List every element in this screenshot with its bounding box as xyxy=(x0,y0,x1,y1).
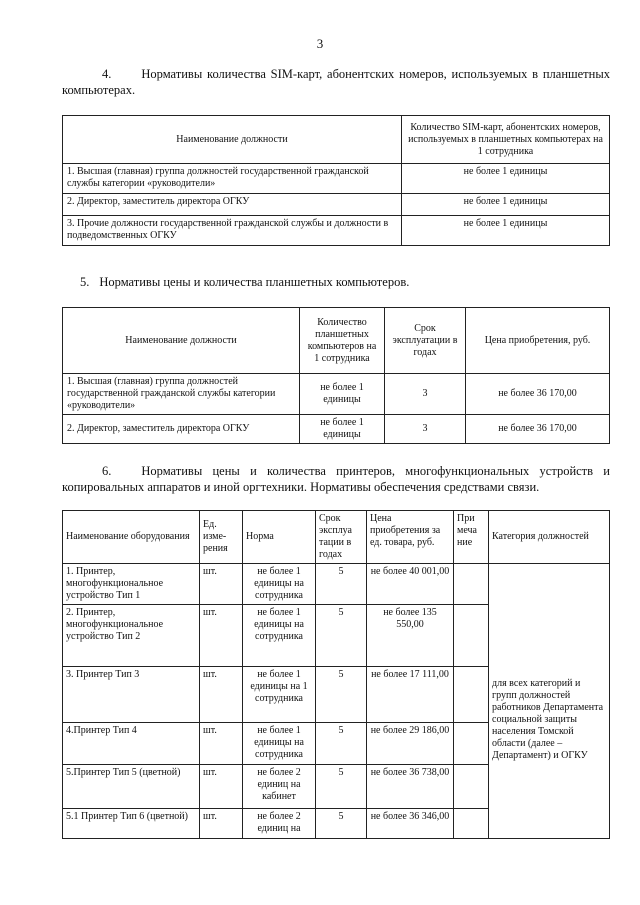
cell-position: 2. Директор, заместитель директора ОГКУ xyxy=(63,415,300,444)
cell-note xyxy=(454,667,489,723)
cell-term: 3 xyxy=(385,415,466,444)
cell-equipment: 2. Принтер, многофункциональное устройство Тип 2 xyxy=(63,605,200,667)
section6-number: 6. xyxy=(102,464,112,478)
header-unit: Ед. изме-рения xyxy=(200,511,243,564)
printers-table xyxy=(62,510,610,839)
header-term: Срок эксплуа тации в годах xyxy=(316,511,367,564)
table-row xyxy=(63,216,610,246)
page-number: 3 xyxy=(316,36,324,51)
cell-norm: не более 2 единиц на кабинет xyxy=(243,765,316,809)
cell-note xyxy=(454,809,489,839)
cell-count: не более 1 единицы xyxy=(300,415,385,444)
cell-count: не более 1 единицы xyxy=(402,194,610,216)
cell-unit: шт. xyxy=(200,723,243,765)
header-position: Наименование должности xyxy=(63,116,402,164)
section5-title: Нормативы цены и количества планшетных компьютеров. xyxy=(99,275,410,289)
section5-number: 5. xyxy=(80,275,90,289)
header-position: Наименование должности xyxy=(63,308,300,374)
table-row xyxy=(63,374,610,415)
header-count: Количество SIM-карт, абонентских номеров, используемых в планшетных компьютерах на 1 сотрудника xyxy=(402,116,610,164)
cell-term: 5 xyxy=(316,605,367,667)
cell-note xyxy=(454,765,489,809)
cell-term: 5 xyxy=(316,564,367,605)
cell-price: не более 29 186,00 xyxy=(367,723,454,765)
cell-price: не более 36 738,00 xyxy=(367,765,454,809)
cell-term: 5 xyxy=(316,809,367,839)
cell-norm: не более 1 единицы на сотрудника xyxy=(243,564,316,605)
cell-term: 5 xyxy=(316,667,367,723)
header-count: Количество планшетных компьютеров на 1 сотрудника xyxy=(300,308,385,374)
cell-equipment: 5.Принтер Тип 5 (цветной) xyxy=(63,765,200,809)
cell-equipment: 5.1 Принтер Тип 6 (цветной) xyxy=(63,809,200,839)
sim-cards-table xyxy=(62,115,610,246)
cell-category: для всех категорий и групп должностей работников Департамента социальной защиты населения Томской области (далее – Департамент) и ОГКУ xyxy=(489,564,610,839)
cell-unit: шт. xyxy=(200,765,243,809)
cell-unit: шт. xyxy=(200,605,243,667)
cell-equipment: 4.Принтер Тип 4 xyxy=(63,723,200,765)
section6-title: Нормативы цены и количества принтеров, многофункциональных устройств и копировальных аппаратов и иной оргтехники. Нормативы обеспечения средствами связи. xyxy=(62,464,610,494)
cell-price: не более 36 346,00 xyxy=(367,809,454,839)
header-equipment: Наименование оборудования xyxy=(63,511,200,564)
table-row xyxy=(63,415,610,444)
cell-norm: не более 1 единицы на сотрудника xyxy=(243,723,316,765)
cell-price: не более 17 111,00 xyxy=(367,667,454,723)
cell-norm: не более 1 единицы на 1 сотрудника xyxy=(243,667,316,723)
tablets-table xyxy=(62,307,610,444)
section4-number: 4. xyxy=(102,67,112,81)
section5-heading xyxy=(80,275,409,290)
cell-term: 5 xyxy=(316,765,367,809)
cell-position: 1. Высшая (главная) группа должностей государственной гражданской службы категории «руководители» xyxy=(63,164,402,194)
cell-note xyxy=(454,564,489,605)
cell-norm: не более 1 единицы на сотрудника xyxy=(243,605,316,667)
section6-heading xyxy=(62,463,610,495)
cell-position: 2. Директор, заместитель директора ОГКУ xyxy=(63,194,402,216)
header-price: Цена приобретения, руб. xyxy=(466,308,610,374)
header-category: Категория должностей xyxy=(489,511,610,564)
header-note: При меча ние xyxy=(454,511,489,564)
table-row xyxy=(63,564,610,605)
table-row xyxy=(63,194,610,216)
cell-term: 5 xyxy=(316,723,367,765)
cell-count: не более 1 единицы xyxy=(402,216,610,246)
cell-note xyxy=(454,723,489,765)
table-row xyxy=(63,164,610,194)
cell-norm: не более 2 единиц на xyxy=(243,809,316,839)
section4-heading xyxy=(62,66,610,98)
section4-title: Нормативы количества SIM-карт, абонентских номеров, используемых в планшетных компьютерах. xyxy=(62,67,610,97)
cell-price: не более 40 001,00 xyxy=(367,564,454,605)
cell-unit: шт. xyxy=(200,667,243,723)
cell-note xyxy=(454,605,489,667)
cell-term: 3 xyxy=(385,374,466,415)
cell-count: не более 1 единицы xyxy=(402,164,610,194)
cell-price: не более 36 170,00 xyxy=(466,415,610,444)
cell-unit: шт. xyxy=(200,564,243,605)
cell-equipment: 3. Принтер Тип 3 xyxy=(63,667,200,723)
header-price: Цена приобретения за ед. товара, руб. xyxy=(367,511,454,564)
cell-equipment: 1. Принтер, многофункциональное устройство Тип 1 xyxy=(63,564,200,605)
cell-price: не более 36 170,00 xyxy=(466,374,610,415)
cell-position: 3. Прочие должности государственной гражданской службы и должности в подведомственных ОГКУ xyxy=(63,216,402,246)
cell-count: не более 1 единицы xyxy=(300,374,385,415)
cell-position: 1. Высшая (главная) группа должностей государственной гражданской службы категории «руководители» xyxy=(63,374,300,415)
cell-unit: шт. xyxy=(200,809,243,839)
header-norm: Норма xyxy=(243,511,316,564)
cell-price: не более 135 550,00 xyxy=(367,605,454,667)
header-term: Срок эксплуатации в годах xyxy=(385,308,466,374)
